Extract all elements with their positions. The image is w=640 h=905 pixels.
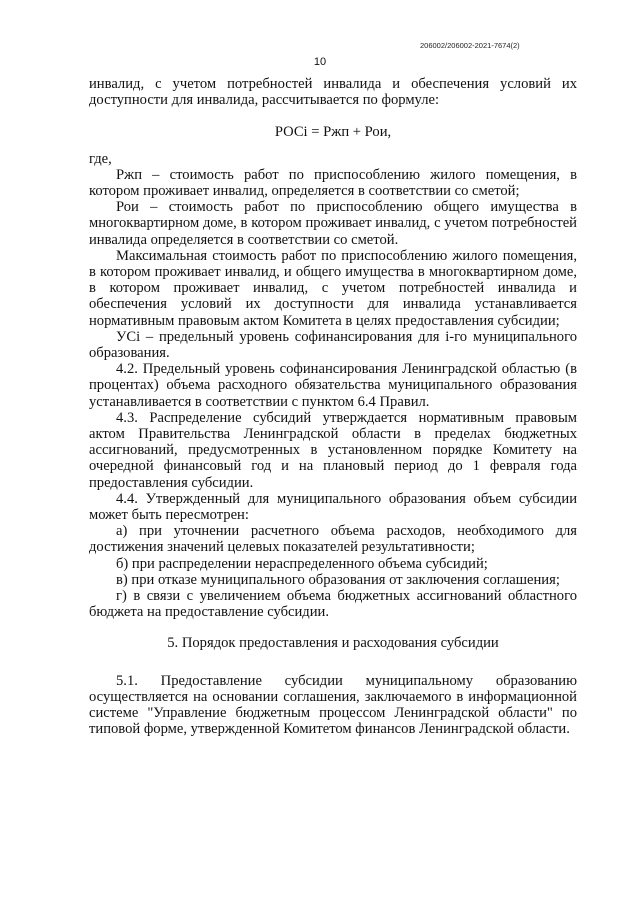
page-number: 10: [313, 56, 327, 68]
list-item-b: б) при распределении нераспределенного объема субсидий;: [116, 555, 488, 572]
list-item-g: г) в связи с увеличением объема бюджетных ассигнований областного бюджета на предоставление субсидии.: [89, 588, 577, 621]
document-body: [89, 76, 577, 738]
paragraph: Рои – стоимость работ по приспособлению общего имущества в многоквартирном доме, в котором проживает инвалид, с учетом потребностей инвалида определяется в соответствии со сметой.: [89, 199, 577, 248]
paragraph: инвалид, с учетом потребностей инвалида и обеспечения условий их доступности для инвалида, рассчитывается по формуле:: [89, 76, 577, 109]
document-number: 206002/206002-2021-7674(2): [420, 41, 520, 50]
section-heading: 5. Порядок предоставления и расходования субсидии: [167, 634, 499, 651]
paragraph-4-2: 4.2. Предельный уровень софинансирования Ленинградской областью (в процентах) объема расходного обязательства муниципального образования устанавливается в соответствии с пунктом 6.4 Правил.: [89, 361, 577, 410]
paragraph-4-3: 4.3. Распределение субсидий утверждается нормативным правовым актом Правительства Ленинградской области в пределах бюджетных ассигнований, предусмотренных в установленном порядке Комитету на очередной финансовый год и на плановый период до 1 февраля года предоставления субсидии.: [89, 409, 577, 491]
list-item-a: а) при уточнении расчетного объема расходов, необходимого для достижения значений целевых показателей результативности;: [89, 523, 577, 556]
paragraph-4-4: 4.4. Утвержденный для муниципального образования объем субсидии может быть пересмотрен:: [89, 490, 577, 524]
list-item-v: в) при отказе муниципального образования от заключения соглашения;: [116, 571, 560, 588]
paragraph: Максимальная стоимость работ по приспособлению жилого помещения, в котором проживает инвалид, и общего имущества в многоквартирном доме, в котором проживает инвалид, с учетом потребностей инвалида и обеспечения условий их доступности для инвалида устанавливается нормативным правовым актом Комитета в целях предоставления субсидии;: [89, 247, 577, 329]
paragraph-5-1: 5.1. Предоставление субсидии муниципальному образованию осуществляется на основании соглашения, заключаемого в информационной системе "Управление бюджетным процессом Ленинградской области" по типовой форме, утвержденной Комитетом финансов Ленинградской области.: [89, 672, 577, 738]
formula: РОСi = Ржп + Рои,: [274, 124, 392, 141]
paragraph-where: где,: [89, 150, 112, 167]
paragraph: УСi – предельный уровень софинансирования для i-го муниципального образования.: [89, 328, 577, 362]
paragraph: Ржп – стоимость работ по приспособлению жилого помещения, в котором проживает инвалид, определяется в соответствии со сметой;: [89, 166, 577, 200]
